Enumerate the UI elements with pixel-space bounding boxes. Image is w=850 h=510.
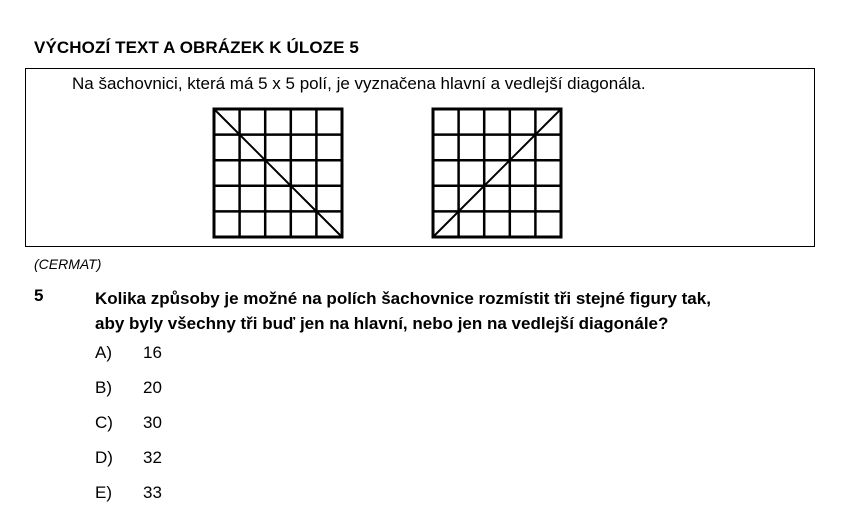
option-letter: A) xyxy=(95,343,112,362)
option-b[interactable] xyxy=(95,378,162,398)
option-value: 33 xyxy=(143,483,162,502)
source-label: (CERMAT) xyxy=(34,256,102,272)
question-line-2: aby byly všechny tři buď jen na hlavní, nebo jen na vedlejší diagonále? xyxy=(95,314,669,333)
option-c[interactable] xyxy=(95,413,162,433)
option-value: 20 xyxy=(143,378,162,397)
question-text xyxy=(95,286,807,336)
option-value: 16 xyxy=(143,343,162,362)
option-value: 30 xyxy=(143,413,162,432)
option-d[interactable] xyxy=(95,448,162,468)
question-line-1: Kolika způsoby je možné na polích šachovnice rozmístit tři stejné figury tak, xyxy=(95,289,711,308)
option-letter: E) xyxy=(95,483,112,502)
chessboard-main-diagonal xyxy=(212,107,344,239)
section-heading: VÝCHOZÍ TEXT A OBRÁZEK K ÚLOZE 5 xyxy=(34,38,359,57)
question-number: 5 xyxy=(34,286,44,305)
option-a[interactable] xyxy=(95,343,162,363)
option-letter: D) xyxy=(95,448,113,467)
option-e[interactable] xyxy=(95,483,162,503)
option-value: 32 xyxy=(143,448,162,467)
intro-text: Na šachovnici, která má 5 x 5 polí, je vyznačena hlavní a vedlejší diagonála. xyxy=(72,74,646,93)
chessboard-anti-diagonal xyxy=(431,107,563,239)
option-letter: B) xyxy=(95,378,112,397)
source-box xyxy=(25,68,815,247)
option-letter: C) xyxy=(95,413,113,432)
